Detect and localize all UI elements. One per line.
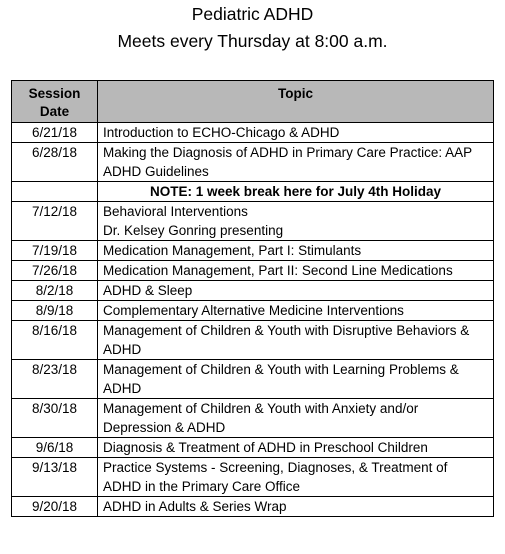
table-row: [12, 143, 494, 182]
session-topic: Management of Children & Youth with Disruptive Behaviors & ADHD: [98, 321, 494, 360]
session-topic: ADHD in Adults & Series Wrap: [98, 497, 494, 517]
session-topic: Introduction to ECHO-Chicago & ADHD: [98, 123, 494, 143]
table-row: [12, 438, 494, 458]
session-date: 7/19/18: [12, 241, 98, 261]
session-date: 8/16/18: [12, 321, 98, 360]
session-topic: Medication Management, Part II: Second Line Medications: [98, 261, 494, 281]
table-row: [12, 241, 494, 261]
column-header-session-date: Session Date: [12, 81, 98, 123]
session-date: 7/26/18: [12, 261, 98, 281]
holiday-note: NOTE: 1 week break here for July 4th Holiday: [98, 182, 494, 202]
session-date: 9/20/18: [12, 497, 98, 517]
session-presenter: Dr. Kelsey Gonring presenting: [103, 223, 284, 238]
session-topic: [98, 202, 494, 241]
table-row: [12, 261, 494, 281]
session-date: 7/12/18: [12, 202, 98, 241]
table-header-row: [12, 81, 494, 123]
schedule-table: [11, 80, 494, 517]
session-topic: Diagnosis & Treatment of ADHD in Preschool Children: [98, 438, 494, 458]
session-date: 6/28/18: [12, 143, 98, 182]
session-topic-title: Behavioral Interventions: [103, 204, 248, 219]
table-row: [12, 123, 494, 143]
page-title: Pediatric ADHD: [191, 4, 314, 24]
session-topic: ADHD & Sleep: [98, 281, 494, 301]
table-row: [12, 281, 494, 301]
table-row: [12, 497, 494, 517]
session-topic: Medication Management, Part I: Stimulants: [98, 241, 494, 261]
session-date: 9/6/18: [12, 438, 98, 458]
table-row: [12, 360, 494, 399]
column-header-topic: Topic: [98, 81, 494, 123]
session-date: 8/2/18: [12, 281, 98, 301]
table-row: [12, 301, 494, 321]
session-date: 8/23/18: [12, 360, 98, 399]
session-topic: Management of Children & Youth with Anxiety and/or Depression & ADHD: [98, 399, 494, 438]
session-date: 8/30/18: [12, 399, 98, 438]
note-row: [12, 182, 494, 202]
session-topic: Management of Children & Youth with Learning Problems & ADHD: [98, 360, 494, 399]
table-row: [12, 399, 494, 438]
session-topic: Complementary Alternative Medicine Interventions: [98, 301, 494, 321]
table-row: [12, 202, 494, 241]
table-row: [12, 321, 494, 360]
table-row: [12, 458, 494, 497]
session-date: 6/21/18: [12, 123, 98, 143]
page-subtitle: Meets every Thursday at 8:00 a.m.: [117, 31, 388, 51]
session-date: 9/13/18: [12, 458, 98, 497]
session-topic: Practice Systems - Screening, Diagnoses, & Treatment of ADHD in the Primary Care Office: [98, 458, 494, 497]
session-topic: Making the Diagnosis of ADHD in Primary Care Practice: AAP ADHD Guidelines: [98, 143, 494, 182]
session-date: 8/9/18: [12, 301, 98, 321]
session-date: [12, 182, 98, 202]
